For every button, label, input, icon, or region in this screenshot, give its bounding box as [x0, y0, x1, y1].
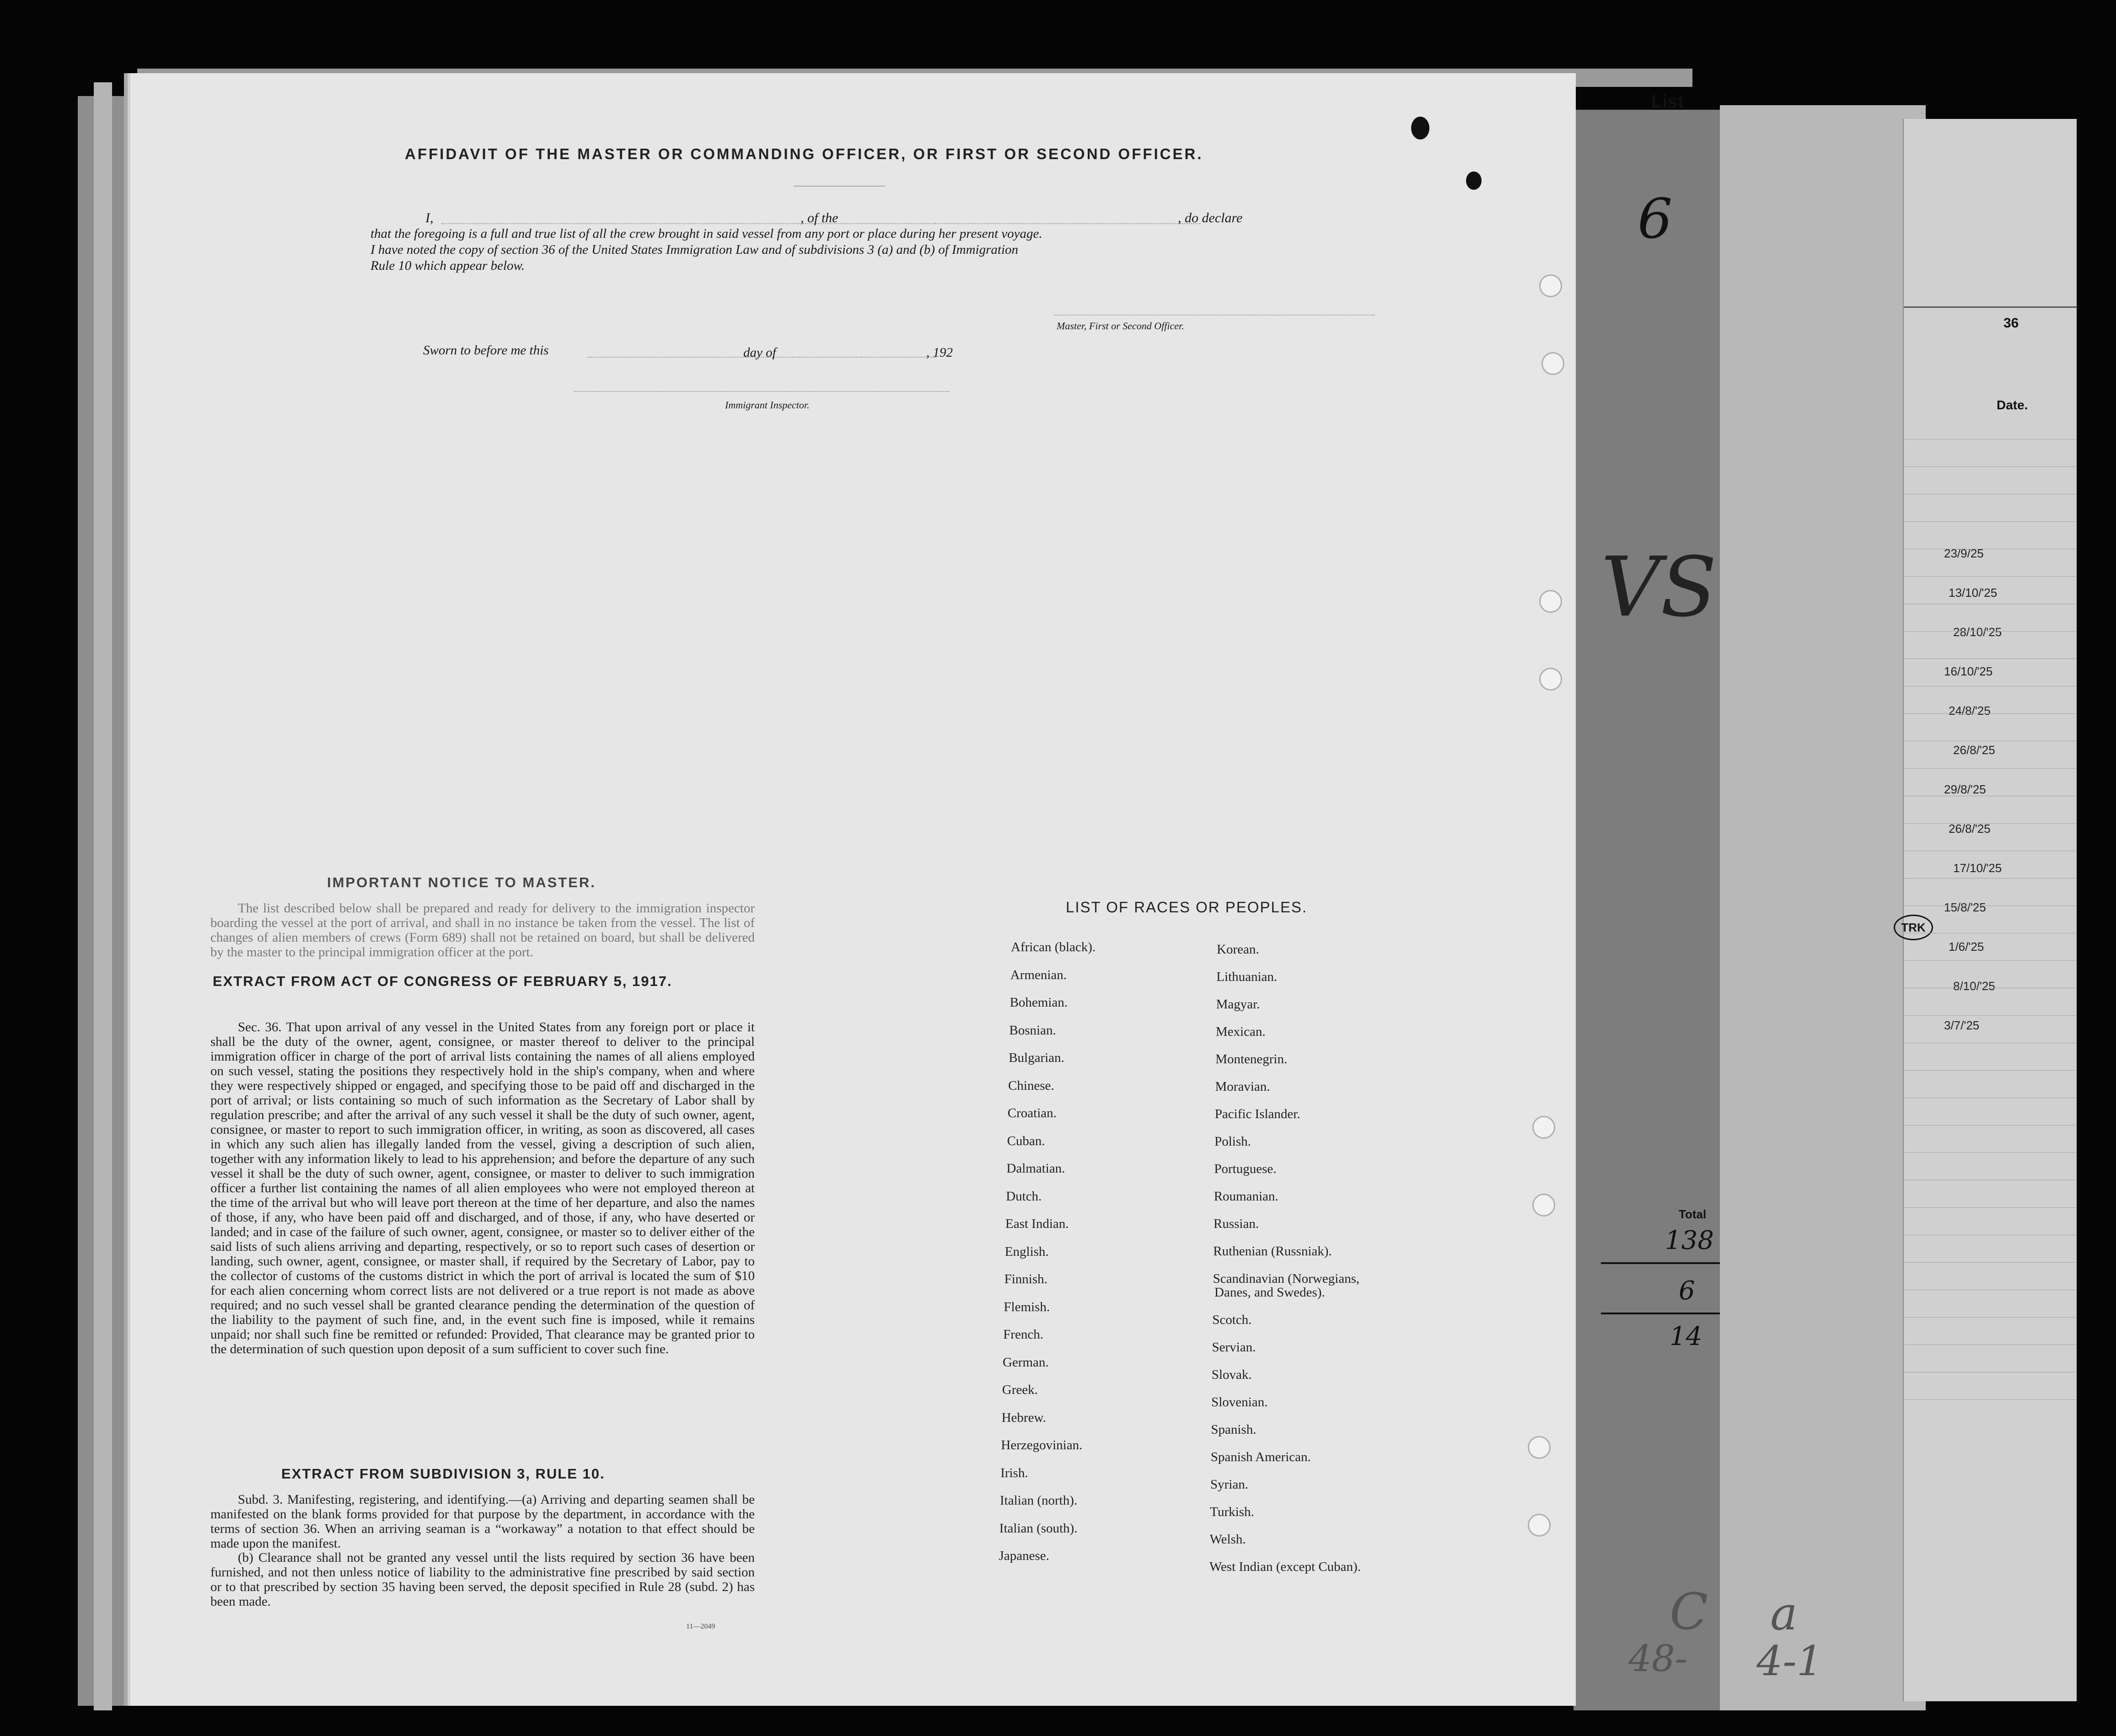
- ledger-date: 16/10/'25: [1944, 664, 1993, 678]
- ledger-row-line: [1903, 713, 2077, 714]
- ledger-row-line: [1903, 878, 2077, 879]
- race-item: Dalmatian.: [1006, 1161, 1065, 1176]
- affidavit-of-the: , of the: [800, 210, 838, 225]
- race-item: Italian (south).: [999, 1521, 1078, 1536]
- race-item: Moravian.: [1215, 1079, 1270, 1094]
- total-label: Total: [1679, 1207, 1707, 1221]
- race-item: Scandinavian (Norwegians,: [1213, 1271, 1360, 1286]
- affidavit-title: AFFIDAVIT OF THE MASTER OR COMMANDING OFFICER, OR FIRST OR SECOND OFFICER.: [405, 145, 1203, 162]
- ledger-row-line: [1903, 576, 2077, 577]
- total-rule-2: [1601, 1313, 1720, 1314]
- race-item: Cuban.: [1007, 1133, 1045, 1148]
- ledger-row-line: [1903, 1152, 2077, 1153]
- race-item: Spanish.: [1211, 1422, 1257, 1437]
- race-item: Armenian.: [1010, 967, 1067, 982]
- back-sheet-left-edge: [94, 82, 112, 1710]
- total-rule-1: [1601, 1262, 1720, 1264]
- ink-spot: [1466, 171, 1482, 190]
- title-rule: [794, 186, 885, 187]
- race-item: English.: [1004, 1244, 1049, 1259]
- ledger-header-rule: [1903, 306, 2077, 308]
- ledger-row-line: [1903, 960, 2077, 961]
- ledger-date: 8/10/'25: [1953, 979, 1995, 993]
- races-title: LIST OF RACES OR PEOPLES.: [1066, 899, 1308, 916]
- race-item: East Indian.: [1005, 1216, 1069, 1231]
- punch-hole: [1539, 590, 1562, 613]
- race-item: Lithuanian.: [1216, 970, 1278, 984]
- punch-hole: [1528, 1436, 1551, 1459]
- ledger-row-line: [1903, 1070, 2077, 1071]
- race-item: Hebrew.: [1001, 1410, 1046, 1425]
- trk-stamp-text: TRK: [1901, 921, 1926, 934]
- race-item: Russian.: [1214, 1216, 1259, 1231]
- ledger-date: 29/8/'25: [1944, 782, 1986, 796]
- race-item: Scotch.: [1212, 1313, 1252, 1327]
- race-item: Flemish.: [1004, 1299, 1050, 1314]
- total-3: 14: [1670, 1322, 1702, 1351]
- handwritten-6: 6: [1638, 188, 1673, 251]
- race-item: Slovenian.: [1211, 1395, 1268, 1409]
- ledger-date: 24/8/'25: [1949, 704, 1991, 718]
- ledger-row-line: [1903, 1317, 2077, 1318]
- ledger-row-line: [1903, 1207, 2077, 1208]
- race-item: Polish.: [1214, 1134, 1251, 1149]
- race-item: Spanish American.: [1210, 1450, 1311, 1464]
- punch-hole: [1539, 668, 1562, 691]
- punch-hole: [1532, 1116, 1555, 1139]
- handwritten-4-1: 4-1: [1756, 1637, 1823, 1685]
- rule-text-b: (b) Clearance shall not be granted any vessel until the lists required by section 36 have been furnished, and not then unless notice of liability to the administrative fine prescribed by said section or to that prescribed by section 35 having been served, the deposit specified in Rule 28 (subd. 2) has been made.: [210, 1550, 755, 1609]
- race-item: Italian (north).: [1000, 1493, 1078, 1508]
- punch-hole: [1532, 1194, 1555, 1216]
- race-item: Mexican.: [1215, 1024, 1266, 1039]
- rule-text-a: Subd. 3. Manifesting, registering, and identifying.—(a) Arriving and departing seamen shall be manifested on the blank forms provided for that purpose by the department, in accordance with the terms of section 36. When an arriving seaman is a “workaway” a notation to that effect should be made upon the manifest.: [210, 1492, 755, 1551]
- ledger-date: 17/10/'25: [1953, 861, 2002, 875]
- ledger-column-rule: [1903, 119, 1904, 1701]
- ledger-page-number: 36: [2003, 316, 2019, 331]
- race-item: Japanese.: [999, 1548, 1049, 1563]
- race-item: Portuguese.: [1214, 1162, 1277, 1176]
- rule-title: EXTRACT FROM SUBDIVISION 3, RULE 10.: [281, 1466, 605, 1482]
- race-item: Ruthenian (Russniak).: [1213, 1244, 1332, 1259]
- race-item: Chinese.: [1008, 1078, 1054, 1093]
- affidavit-line-2: I have noted the copy of section 36 of the United States Immigration Law and of subdivisions 3 (a) and (b) of Immigration: [371, 242, 1019, 257]
- affidavit-line-1: that the foregoing is a full and true list of all the crew brought in said vessel from any port or place during her present voyage.: [371, 226, 1042, 241]
- race-item: Magyar.: [1216, 997, 1260, 1012]
- ledger-date: 23/9/25: [1944, 547, 1984, 560]
- ledger-date: 13/10/'25: [1949, 586, 1998, 600]
- race-item: Greek.: [1002, 1382, 1038, 1397]
- race-item: Bohemian.: [1010, 995, 1068, 1010]
- act-title: EXTRACT FROM ACT OF CONGRESS OF FEBRUARY 5, 1917.: [213, 973, 672, 989]
- race-item: Dutch.: [1006, 1189, 1042, 1204]
- form-number: 11—2049: [686, 1623, 715, 1630]
- punch-hole: [1528, 1514, 1551, 1537]
- race-item: French.: [1003, 1327, 1043, 1342]
- ledger-row-line: [1903, 1262, 2077, 1263]
- race-item: Bosnian.: [1009, 1023, 1056, 1038]
- race-item: German.: [1003, 1355, 1049, 1370]
- ledger-date: 28/10/'25: [1953, 625, 2002, 639]
- day-of-label: day of: [743, 345, 776, 360]
- name-blank: [441, 223, 935, 224]
- notice-text: The list described below shall be prepared and ready for delivery to the immigration inspector boarding the vessel at the port of arrival, and shall in no instance be taken from the vessel. The list of changes of alien members of crews (Form 689) shall not be retained on board, but shall be delivered by the master to the principal immigration officer at the port.: [210, 901, 755, 959]
- total-2: 6: [1679, 1276, 1695, 1306]
- total-1: 138: [1665, 1226, 1714, 1255]
- handwritten-a: a: [1770, 1587, 1798, 1640]
- affidavit-line-3: Rule 10 which appear below.: [371, 258, 525, 273]
- ink-spot: [1411, 117, 1429, 139]
- inspector-signature-line: [574, 391, 949, 392]
- race-item: Herzegovinian.: [1001, 1438, 1083, 1452]
- punch-hole: [1539, 274, 1562, 297]
- race-item: Welsh.: [1209, 1532, 1246, 1547]
- ledger-date: 1/6/'25: [1949, 940, 1984, 954]
- race-item: Roumanian.: [1214, 1189, 1278, 1204]
- ledger-date: 3/7/'25: [1944, 1018, 1980, 1032]
- ledger-row-line: [1903, 631, 2077, 632]
- master-signature-line: [1054, 315, 1375, 316]
- race-item: African (black).: [1011, 940, 1096, 954]
- ledger-date: 26/8/'25: [1953, 743, 1995, 757]
- ledger-row-line: [1903, 521, 2077, 522]
- ledger-row-line: [1903, 1015, 2077, 1016]
- list-tab: List: [1651, 91, 1684, 112]
- race-item: Turkish.: [1210, 1505, 1254, 1519]
- handwritten-vs: VS: [1601, 540, 1717, 635]
- race-item: Korean.: [1217, 942, 1259, 957]
- ledger-date: 15/8/'25: [1944, 900, 1986, 914]
- race-item: Servian.: [1212, 1340, 1256, 1355]
- race-item: Irish.: [1000, 1465, 1028, 1480]
- ledger-row-line: [1903, 466, 2077, 467]
- affidavit-do-declare: , do declare: [1178, 210, 1243, 225]
- handwritten-c: C: [1670, 1582, 1708, 1641]
- race-item: Finnish.: [1004, 1272, 1047, 1286]
- inspector-label: Immigrant Inspector.: [725, 399, 810, 411]
- ledger-row-line: [1903, 823, 2077, 824]
- race-item: Montenegrin.: [1215, 1052, 1288, 1066]
- ledger-date: 26/8/'25: [1949, 822, 1991, 836]
- race-item: Croatian.: [1007, 1106, 1057, 1120]
- ledger-page: [1903, 119, 2077, 1701]
- ledger-row-line: [1903, 1399, 2077, 1400]
- year-label: , 192: [926, 345, 953, 360]
- race-item: Pacific Islander.: [1214, 1107, 1300, 1121]
- race-item: Syrian.: [1210, 1477, 1248, 1492]
- sworn-month-blank: [798, 357, 935, 358]
- punch-hole: [1541, 352, 1564, 375]
- race-item: West Indian (except Cuban).: [1209, 1559, 1361, 1574]
- master-label: Master, First or Second Officer.: [1057, 320, 1184, 332]
- affidavit-i-label: I,: [425, 210, 434, 225]
- ledger-date-header: Date.: [1997, 398, 2028, 412]
- folded-strip-dark: [1574, 110, 1729, 1710]
- sworn-label: Sworn to before me this: [423, 343, 549, 358]
- affidavit-page: [130, 73, 1576, 1706]
- trk-stamp: [1894, 915, 1933, 940]
- notice-title: IMPORTANT NOTICE TO MASTER.: [327, 874, 596, 890]
- ledger-row-line: [1903, 768, 2077, 769]
- race-item: Bulgarian.: [1009, 1050, 1064, 1065]
- race-item: Slovak.: [1211, 1367, 1252, 1382]
- act-text: Sec. 36. That upon arrival of any vessel in the United States from any foreign port or place it shall be the duty of the owner, agent, consignee, or master thereof to deliver to the principal immigration officer in charge of the port of arrival lists containing the names of all aliens employed on such vessel, stating the positions they respectively hold in the ship's company, when and where they were respectively shipped or engaged, and specifying those to be paid off and discharged in the port of arrival; or lists containing so much of such information as the Secretary of Labor shall by regulation prescribe; and after the arrival of any such vessel it shall be the duty of such owner, agent, consignee, or master to report to such immigration officer, in writing, as soon as discovered, all cases in which any such alien has illegally landed from the vessel, giving a description of such alien, together with any information likely to lead to his apprehension; and before the departure of any such vessel it shall be the duty of such owner, agent, consignee, or master to deliver to such immigration officer a further list containing the names of all alien employees who were not employed thereon at the time of the arrival but who will leave port thereon at the time of her departure, and also the names of those, if any, who have been paid off and discharged, and of those, if any, who have deserted or landed; and in case of the failure of such owner, agent, consignee, or master so to deliver either of the said lists of such aliens arriving and departing, respectively, or so to report such cases of desertion or landing, such owner, agent, consignee, or master shall, if required by the Secretary of Labor, pay to the collector of customs of the customs district in which the port of arrival is located the sum of $10 for each alien concerning whom correct lists are not delivered or a true report is not made as above required; and no such vessel shall be granted clearance pending the determination of the question of the liability to the payment of such fine, and, in the event such fine is imposed, while it remains unpaid; nor shall such fine be remitted or refunded: Provided, That clearance may be granted prior to the determination of such question upon deposit of a sum sufficient to cover such fine.: [210, 1020, 755, 1356]
- race-item: Danes, and Swedes).: [1214, 1285, 1325, 1300]
- handwritten-48: 48-: [1628, 1637, 1687, 1680]
- vessel-blank: [871, 223, 1201, 224]
